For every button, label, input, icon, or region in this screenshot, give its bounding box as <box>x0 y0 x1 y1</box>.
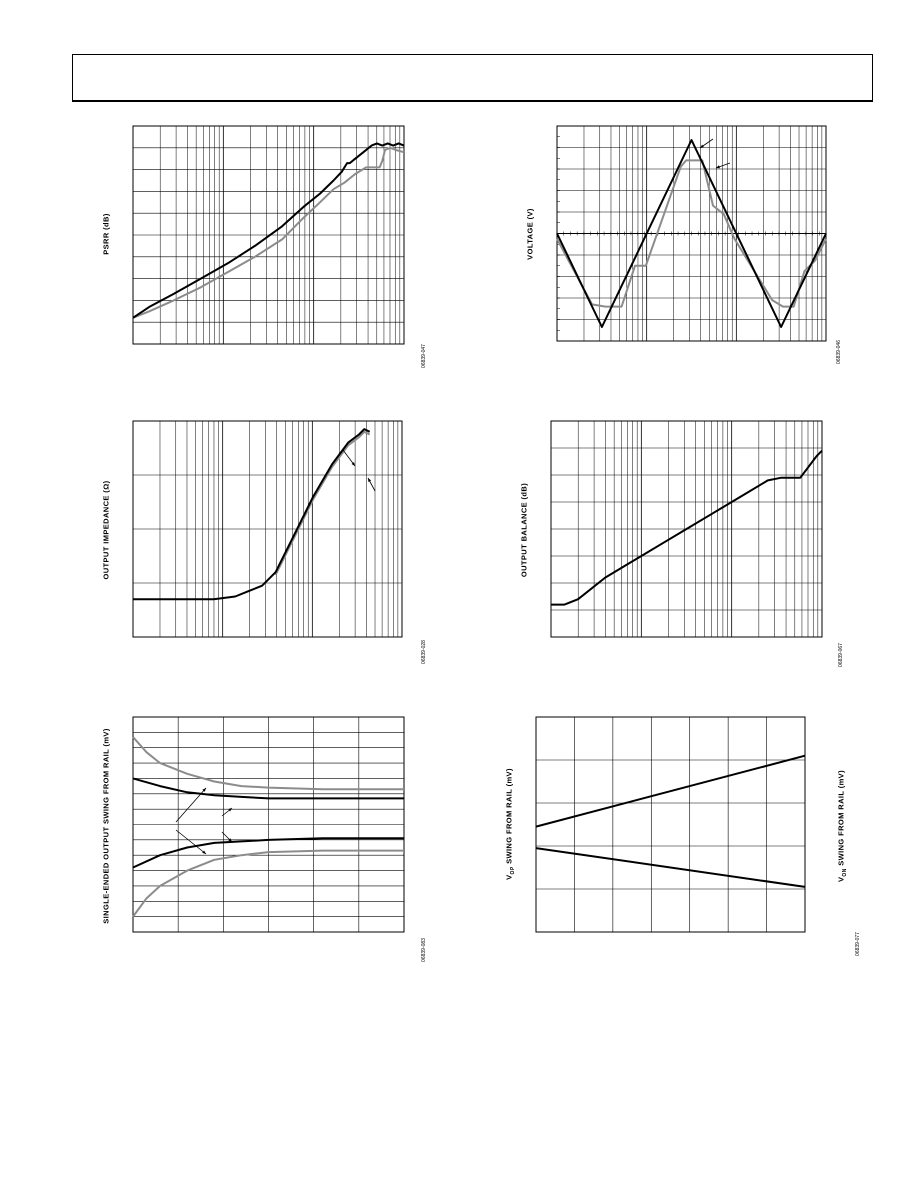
plot-frame <box>536 717 805 932</box>
von-y-axis-label: $V_{ON}$ SWING FROM RAIL (mV) <box>836 770 848 882</box>
series-line-black <box>536 756 805 827</box>
psrr-figure-id: 06839-047 <box>421 344 427 368</box>
vop-y-axis-label: $V_{OP}$ SWING FROM RAIL (mV) <box>504 768 516 880</box>
single-swing-figure-id: 06839-083 <box>421 938 427 962</box>
impedance-y-axis-label: OUTPUT IMPEDANCE (Ω) <box>101 480 111 580</box>
series-line-black <box>536 848 805 887</box>
psrr-y-axis-label: PSRR (dB) <box>101 213 111 255</box>
diff-swing-figure-id: 06839-077 <box>855 932 861 956</box>
single-swing-y-axis-label: SINGLE-ENDED OUTPUT SWING FROM RAIL (mV) <box>101 728 111 924</box>
balance-y-axis-label: OUTPUT BALANCE (dB) <box>519 482 529 578</box>
voltage-figure-id: 06839-046 <box>836 340 842 364</box>
voltage-y-axis-label: VOLTAGE (V) <box>525 208 535 260</box>
balance-figure-id: 06839-067 <box>838 643 844 667</box>
impedance-figure-id: 06839-028 <box>421 640 427 664</box>
